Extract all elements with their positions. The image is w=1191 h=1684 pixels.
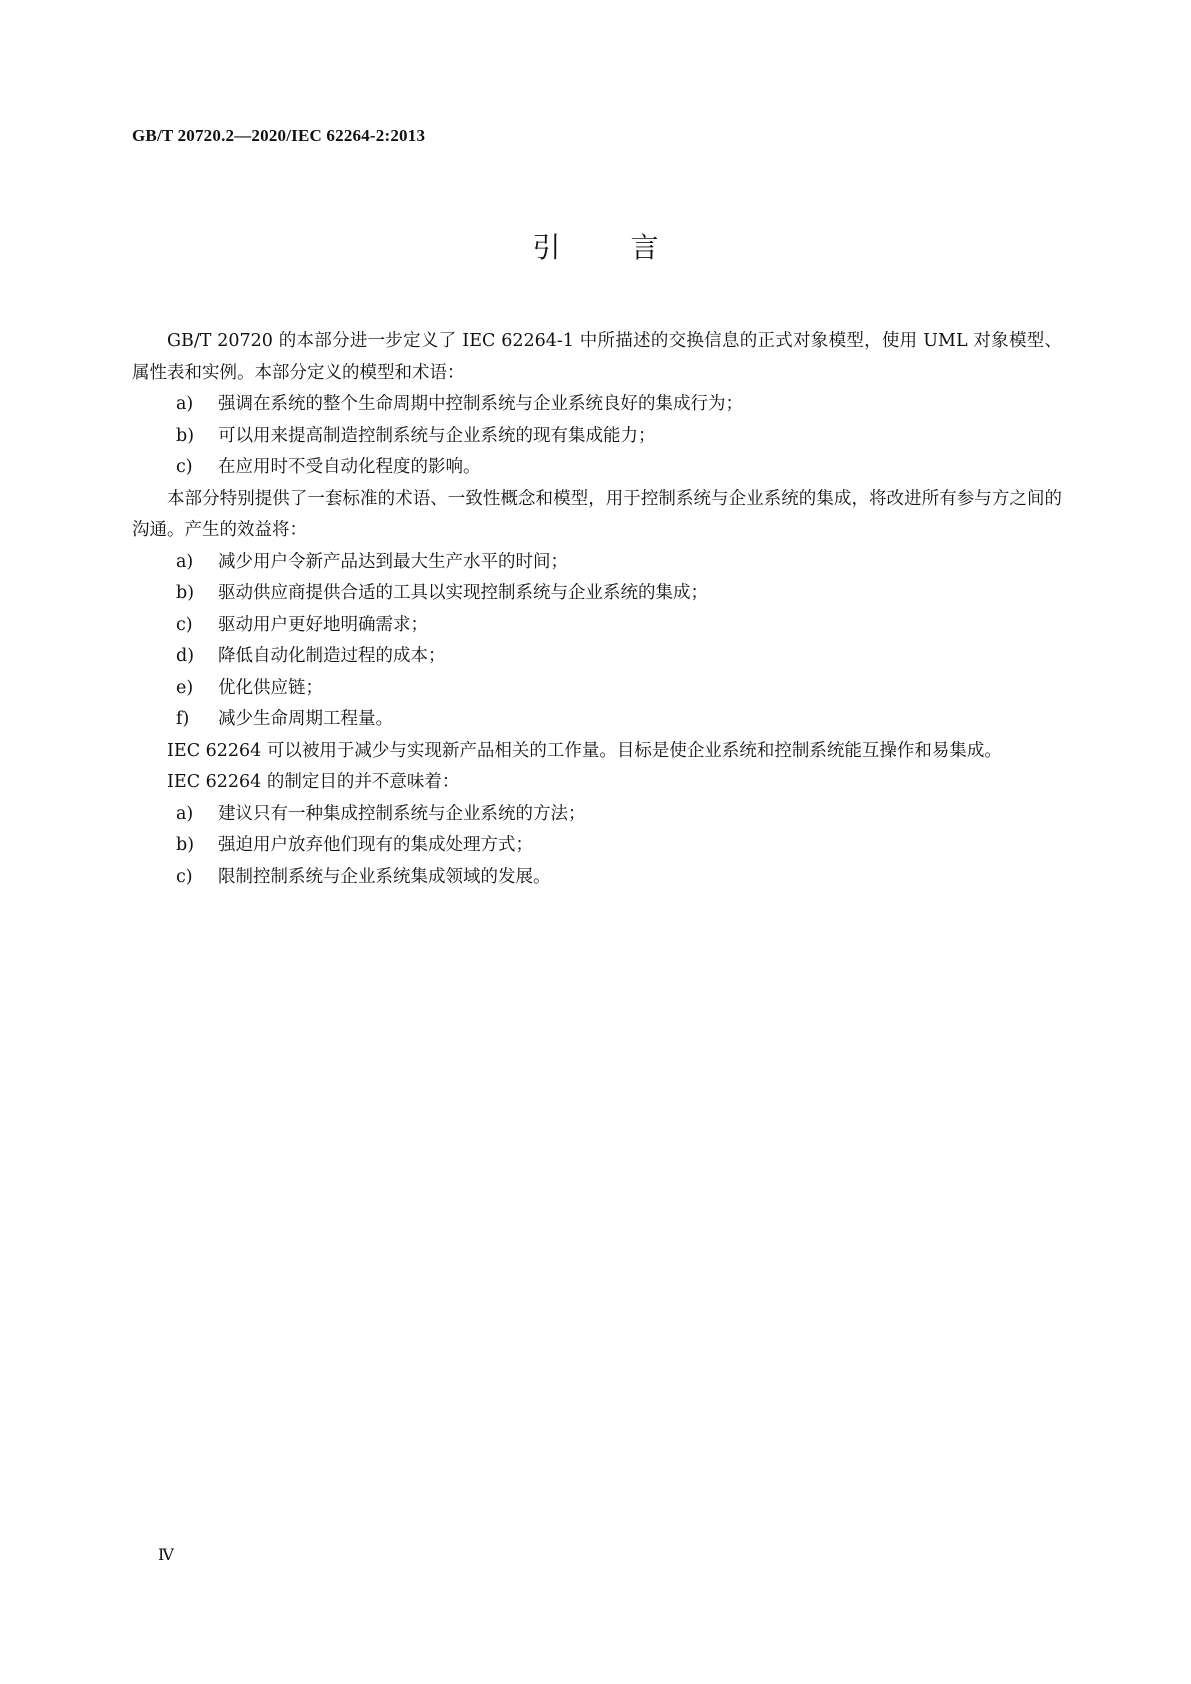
list-item-label: b) [176,583,195,603]
list-item-text: 可以用来提高制造控制系统与企业系统的现有集成能力； [218,425,656,446]
benefits-paragraph: 本部分特别提供了一套标准的术语、一致性概念和模型，用于控制系统与企业系统的集成，将改进所有参与方之间的沟通。产生的效益将： [132,488,1062,540]
list-item [132,704,1062,736]
list-item-label: a) [176,394,194,414]
goal-paragraph: IEC 62264 可以被用于减少与实现新产品相关的工作量。目标是使企业系统和控制系统能互操作和易集成。 [167,740,1002,761]
list-item-label: b) [176,425,195,446]
standard-code-header: GB/T 20720.2—2020/IEC 62264-2:2013 [132,126,426,145]
list-item-text: 优化供应链； [218,677,323,698]
list-item [132,830,1062,862]
list-item-label: f) [176,709,190,729]
list-item [132,799,1062,831]
list-item-label: a) [176,551,194,572]
list-item-label: e) [176,677,194,698]
list-item-label: c) [176,866,193,887]
list-item [132,578,1062,610]
list-item-text: 减少生命周期工程量。 [218,709,393,729]
list-item-text: 在应用时不受自动化程度的影响。 [218,457,481,477]
list-item [132,641,1062,673]
list-item-text: 限制控制系统与企业系统集成领域的发展。 [218,866,551,887]
list-item-label: c) [176,614,193,635]
list-item-text: 建议只有一种集成控制系统与企业系统的方法； [218,803,586,824]
list-item-text: 驱动用户更好地明确需求； [218,614,428,635]
list-item-label: d) [176,646,195,666]
list-item-text: 减少用户令新产品达到最大生产水平的时间； [218,551,568,572]
list-item [132,610,1062,642]
list-item [132,862,1062,894]
list-item [132,421,1062,453]
list-item-label: a) [176,803,194,824]
intro-paragraph: GB/T 20720 的本部分进一步定义了 IEC 62264-1 中所描述的交换信息的正式对象模型，使用 UML 对象模型、属性表和实例。本部分定义的模型和术语： [132,331,1062,383]
list-item-text: 降低自动化制造过程的成本； [218,646,446,666]
list-item-label: b) [176,835,195,855]
document-body [132,326,1062,893]
list-item-text: 驱动供应商提供合适的工具以实现控制系统与企业系统的集成； [218,583,708,603]
list-item-label: c) [176,457,193,477]
page-title: 引言 [532,231,729,264]
list-item [132,389,1062,421]
list-item [132,547,1062,579]
list-item [132,673,1062,705]
list-item-text: 强迫用户放弃他们现有的集成处理方式； [218,835,533,855]
not-meaning-paragraph: IEC 62264 的制定目的并不意味着： [167,772,460,792]
page-number: Ⅳ [158,1547,174,1564]
list-item [132,452,1062,484]
list-item-text: 强调在系统的整个生命周期中控制系统与企业系统良好的集成行为； [218,394,743,414]
